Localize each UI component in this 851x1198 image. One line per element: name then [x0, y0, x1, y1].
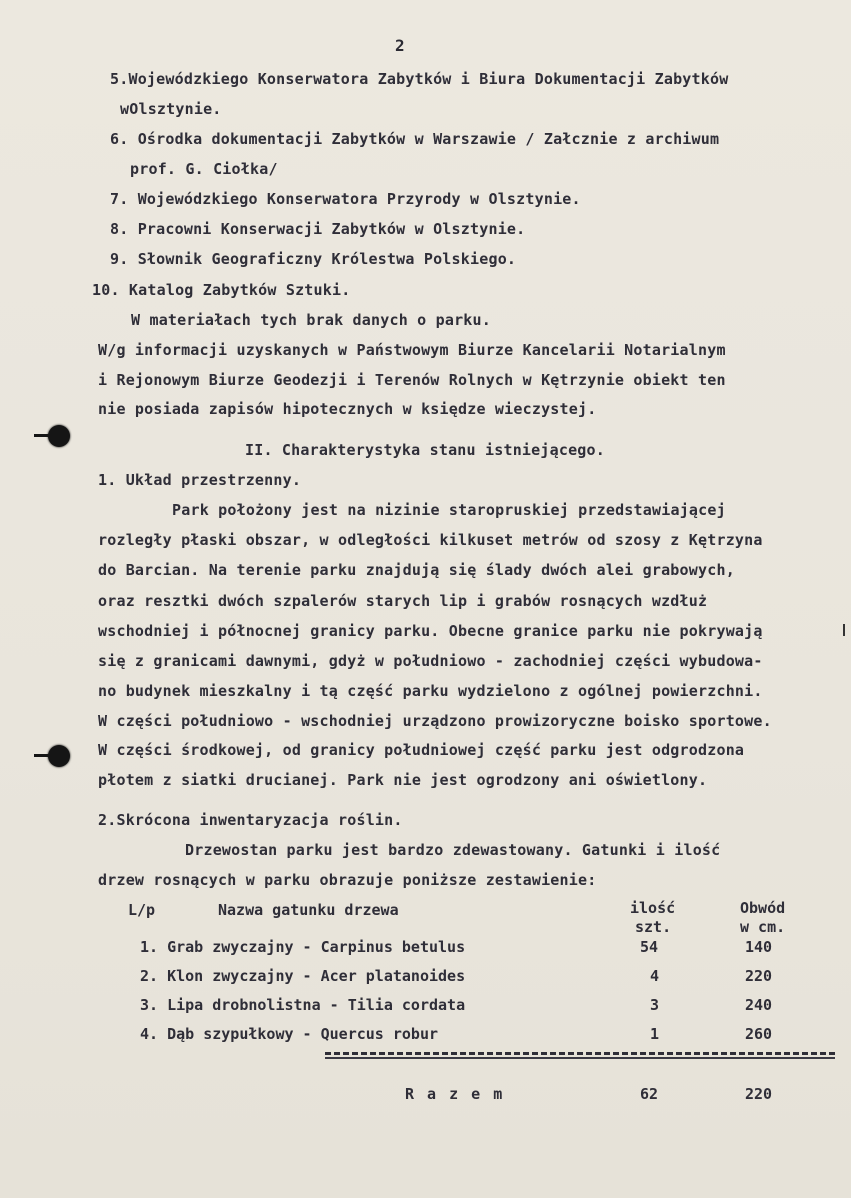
- table-row-circ: 240: [745, 996, 773, 1014]
- text-line: się z granicami dawnymi, gdyż w południowo - zachodniej części wybudowa-: [98, 652, 763, 670]
- text-line: W/g informacji uzyskanych w Państwowym Biurze Kancelarii Notarialnym: [98, 341, 726, 359]
- text-line: no budynek mieszkalny i tą część parku wydzielono z ogólnej powierzchni.: [98, 682, 763, 700]
- text-line: 8. Pracowni Konserwacji Zabytków w Olsztynie.: [110, 220, 526, 238]
- text-line: rozległy płaski obszar, w odległości kilkuset metrów od szosy z Kętrzyna: [98, 531, 763, 549]
- text-line: 10. Katalog Zabytków Sztuki.: [92, 281, 351, 299]
- margin-mark: [843, 624, 845, 636]
- text-line: W części południowo - wschodniej urządzono prowizoryczne boisko sportowe.: [98, 712, 772, 730]
- section-heading: II. Charakterystyka stanu istniejącego.: [245, 441, 605, 459]
- text-line: Drzewostan parku jest bardzo zdewastowany. Gatunki i ilość: [185, 841, 721, 859]
- text-line: Park położony jest na nizinie staropruskiej przedstawiającej: [172, 501, 726, 519]
- table-row-circ: 220: [745, 967, 773, 985]
- text-line: prof. G. Ciołka/: [130, 160, 278, 178]
- table-row-count: 54: [640, 938, 659, 956]
- subsection-heading: 1. Układ przestrzenny.: [98, 471, 302, 489]
- text-line: W części środkowej, od granicy południowej część parku jest odgrodzona: [98, 741, 745, 759]
- text-line: drzew rosnących w parku obrazuje poniższe zestawienie:: [98, 871, 597, 889]
- table-header-lp: L/p: [128, 901, 156, 919]
- table-row-name: 1. Grab zwyczajny - Carpinus betulus: [140, 938, 466, 956]
- text-line: wschodniej i północnej granicy parku. Obecne granice parku nie pokrywają: [98, 622, 763, 640]
- table-header-count: ilość: [630, 899, 676, 917]
- table-row-circ: 260: [745, 1025, 773, 1043]
- table-row-name: 4. Dąb szypułkowy - Quercus robur: [140, 1025, 439, 1043]
- text-line: 7. Wojewódzkiego Konserwatora Przyrody w Olsztynie.: [110, 190, 581, 208]
- subsection-heading: 2.Skrócona inwentaryzacja roślin.: [98, 811, 403, 829]
- text-line: płotem z siatki drucianej. Park nie jest ogrodzony ani oświetlony.: [98, 771, 708, 789]
- text-line: 6. Ośrodka dokumentacji Zabytków w Warszawie / Załcznie z archiwum: [110, 130, 720, 148]
- page-number: 2: [395, 36, 405, 55]
- table-row-count: 3: [650, 996, 660, 1014]
- table-header-circ: Obwód: [740, 899, 786, 917]
- table-divider: [325, 1052, 835, 1055]
- table-row-count: 1: [650, 1025, 660, 1043]
- table-row-circ: 140: [745, 938, 773, 956]
- text-line: i Rejonowym Biurze Geodezji i Terenów Rolnych w Kętrzynie obiekt ten: [98, 371, 726, 389]
- text-line: nie posiada zapisów hipotecznych w księdze wieczystej.: [98, 400, 597, 418]
- table-header-count-unit: szt.: [635, 918, 672, 936]
- table-divider: [325, 1057, 835, 1059]
- table-total-count: 62: [640, 1085, 659, 1103]
- table-row-name: 3. Lipa drobnolistna - Tilia cordata: [140, 996, 466, 1014]
- text-line: W materiałach tych brak danych o parku.: [131, 311, 491, 329]
- text-line: 9. Słownik Geograficzny Królestwa Polskiego.: [110, 250, 517, 268]
- table-total-circ: 220: [745, 1085, 773, 1103]
- table-row-name: 2. Klon zwyczajny - Acer platanoides: [140, 967, 466, 985]
- punch-hole: [48, 745, 70, 767]
- table-header-name: Nazwa gatunku drzewa: [218, 901, 399, 919]
- text-line: wOlsztynie.: [120, 100, 222, 118]
- table-total-label: R a z e m: [405, 1085, 505, 1103]
- text-line: oraz resztki dwóch szpalerów starych lip i grabów rosnących wzdłuż: [98, 592, 708, 610]
- table-header-circ-unit: w cm.: [740, 918, 786, 936]
- text-line: 5.Wojewódzkiego Konserwatora Zabytków i Biura Dokumentacji Zabytków: [110, 70, 729, 88]
- text-line: do Barcian. Na terenie parku znajdują się ślady dwóch alei grabowych,: [98, 561, 735, 579]
- punch-hole: [48, 425, 70, 447]
- table-row-count: 4: [650, 967, 660, 985]
